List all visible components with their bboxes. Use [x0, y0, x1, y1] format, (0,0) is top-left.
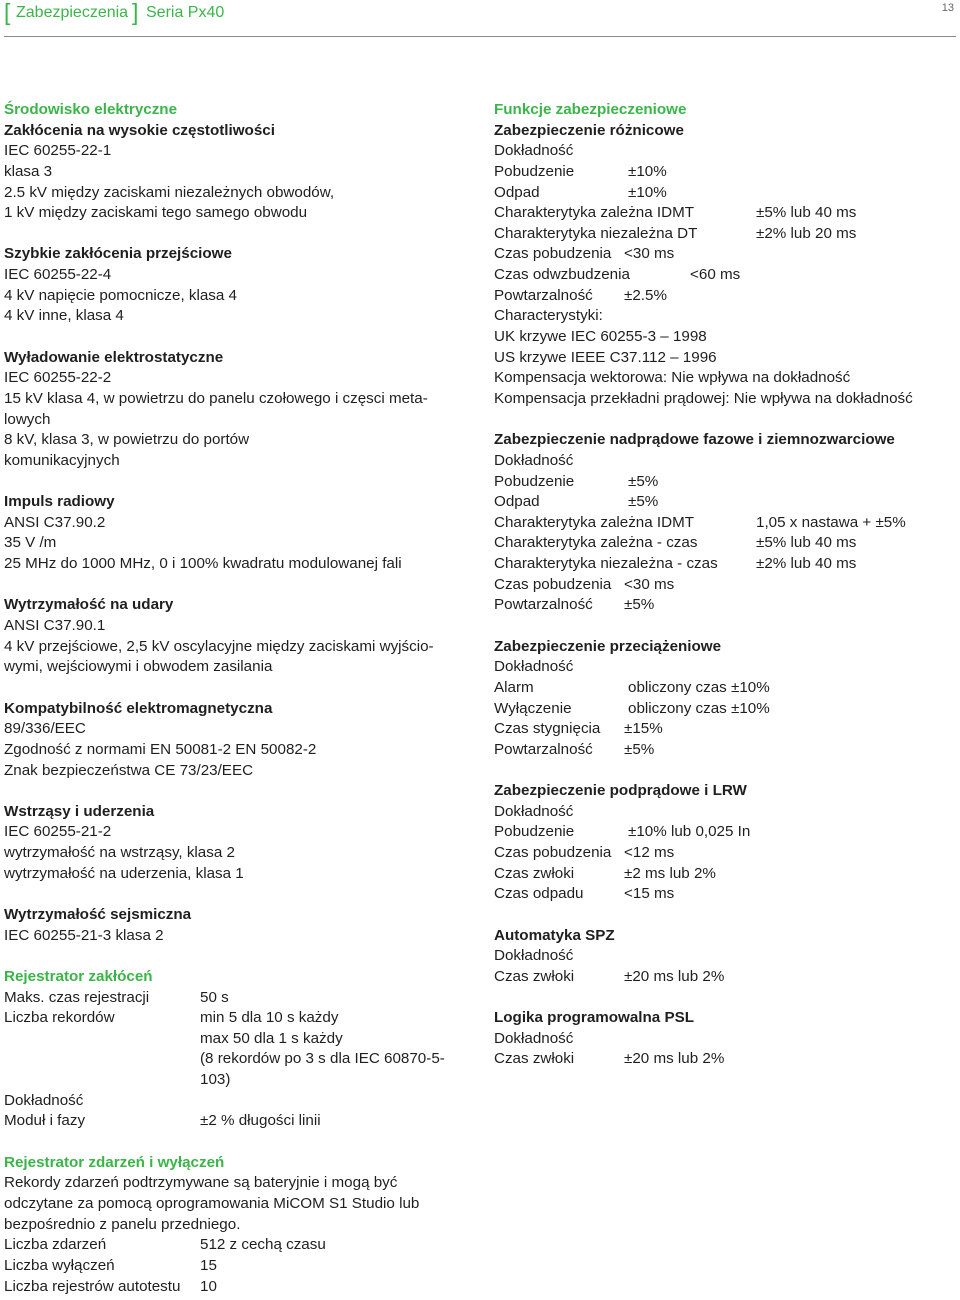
seismic-heading: Wytrzymałość sejsmiczna — [4, 905, 192, 923]
ev-row — [4, 1256, 474, 1277]
esd-heading: Wyładowanie elektrostatyczne — [4, 348, 224, 366]
diff-row — [494, 265, 956, 286]
ol-row — [494, 699, 956, 720]
spacer — [4, 575, 474, 596]
ol-repeat-value: ±5% — [624, 740, 655, 758]
surge-standard: ANSI C37.90.1 — [4, 617, 106, 635]
dr-records-value: max 50 dla 1 s każdy — [200, 1029, 343, 1047]
oc-accuracy-label: Dokładność — [494, 451, 574, 469]
diff-accuracy-label: Dokładność — [494, 142, 574, 160]
diff-idmt-label: Charakterytyka zależna IDMT — [494, 204, 695, 222]
shock-line: wytrzymałość na wstrząsy, klasa 2 — [4, 844, 235, 862]
ev-autotest-label: Liczba rejestrów autotestu — [4, 1277, 181, 1295]
dr-row — [4, 1111, 474, 1132]
ol-row — [494, 678, 956, 699]
surge-line: 4 kV przejściowe, 2,5 kV oscylacyjne między zaciskami wyjścio- — [4, 637, 434, 655]
section-title-protection-functions: Funkcje zabezpieczeniowe — [494, 101, 687, 118]
section-title-disturbance-recorder: Rejestrator zakłóceń — [4, 967, 153, 985]
diff-row — [494, 162, 956, 183]
surge-line: wymi, wejściowymi i obwodem zasilania — [4, 658, 273, 676]
ol-alarm-label: Alarm — [494, 678, 534, 696]
oc-row — [494, 492, 956, 513]
dr-module-value: ±2 % długości linii — [200, 1112, 321, 1130]
shock-line: wytrzymałość na uderzenia, klasa 1 — [4, 864, 244, 882]
ol-row — [494, 719, 956, 740]
oc-pickup-value: ±5% — [628, 472, 659, 490]
psl-delay-label: Czas zwłoki — [494, 1050, 575, 1068]
ar-row — [494, 967, 956, 988]
section-title-event-recorder: Rejestrator zdarzeń i wyłączeń — [4, 1153, 225, 1171]
diff-dropoff-value: ±10% — [628, 183, 667, 201]
oc-row — [494, 472, 956, 493]
radio-impulse-line: 35 V /m — [4, 534, 57, 552]
oc-row — [494, 533, 956, 554]
dr-records-value: (8 rekordów po 3 s dla IEC 60870-5- — [200, 1050, 445, 1068]
ev-autotest-value: 10 — [200, 1277, 217, 1295]
diff-reset-value: <60 ms — [690, 266, 741, 284]
left-column — [4, 100, 474, 1297]
diff-uk-curves: UK krzywe IEC 60255-3 – 1998 — [494, 328, 707, 346]
spacer — [494, 616, 956, 637]
hf-line: 2.5 kV między zaciskami niezależnych obwodów, — [4, 183, 335, 201]
oc-repeat-label: Powtarzalność — [494, 596, 593, 614]
oc-repeat-value: ±5% — [624, 596, 655, 614]
diff-row — [494, 183, 956, 204]
diff-reset-label: Czas odwzbudzenia — [494, 266, 630, 284]
esd-line: lowych — [4, 410, 51, 428]
ev-events-label: Liczba zdarzeń — [4, 1236, 107, 1254]
autoreclose-heading: Automatyka SPZ — [494, 926, 615, 944]
radio-impulse-heading: Impuls radiowy — [4, 493, 115, 511]
ol-cool-label: Czas stygnięcia — [494, 720, 601, 738]
spacer — [4, 472, 474, 493]
ol-row — [494, 740, 956, 761]
oc-row — [494, 554, 956, 575]
diff-heading: Zabezpieczenie różnicowe — [494, 121, 684, 139]
uc-delay-value: ±2 ms lub 2% — [624, 864, 716, 882]
ev-text-line: Rekordy zdarzeń podtrzymywane są bateryjnie i mogą być — [4, 1174, 398, 1192]
radio-impulse-standard: ANSI C37.90.2 — [4, 513, 106, 531]
oc-idmt-value: 1,05 x nastawa + ±5% — [756, 513, 906, 531]
uc-pickup-value: ±10% lub 0,025 In — [628, 823, 751, 841]
dr-accuracy-label: Dokładność — [4, 1091, 84, 1109]
radio-impulse-line: 25 MHz do 1000 MHz, 0 i 100% kwadratu modulowanej fali — [4, 555, 402, 573]
diff-row — [494, 224, 956, 245]
oc-indep-value: ±2% lub 40 ms — [756, 555, 857, 573]
psl-delay-value: ±20 ms lub 2% — [624, 1050, 725, 1068]
hf-line: 1 kV między zaciskami tego samego obwodu — [4, 204, 308, 222]
diff-us-curves: US krzywe IEEE C37.112 – 1996 — [494, 348, 717, 366]
hf-disturbance-heading: Zakłócenia na wysokie częstotliwości — [4, 121, 275, 139]
diff-row — [494, 244, 956, 265]
dr-records-value: min 5 dla 10 s każdy — [200, 1009, 339, 1027]
shock-standard: IEC 60255-21-2 — [4, 823, 112, 841]
header-close-bracket: ] — [132, 0, 139, 25]
diff-vector-comp: Kompensacja wektorowa: Nie wpływa na dokładność — [494, 369, 851, 387]
dr-row — [4, 1049, 474, 1070]
ev-row — [4, 1235, 474, 1256]
hf-class: klasa 3 — [4, 162, 53, 180]
uc-row — [494, 822, 956, 843]
oc-row — [494, 595, 956, 616]
spacer — [4, 678, 474, 699]
diff-idmt-value: ±5% lub 40 ms — [756, 204, 857, 222]
oc-pickup-time-value: <30 ms — [624, 575, 675, 593]
emc-line: Zgodność z normami EN 50081-2 EN 50082-2 — [4, 740, 317, 758]
esd-line: komunikacyjnych — [4, 451, 120, 469]
shock-heading: Wstrząsy i uderzenia — [4, 802, 155, 820]
ar-delay-value: ±20 ms lub 2% — [624, 967, 725, 985]
header-series-title: Seria Px40 — [146, 4, 225, 21]
diff-repeat-value: ±2.5% — [624, 286, 667, 304]
diff-characteristics: Characterystyki: — [494, 307, 603, 325]
uc-row — [494, 864, 956, 885]
ev-row — [4, 1277, 474, 1298]
diff-row — [494, 203, 956, 224]
surge-heading: Wytrzymałość na udary — [4, 596, 174, 614]
diff-pickup-time-value: <30 ms — [624, 245, 675, 263]
ol-trip-label: Wyłączenie — [494, 699, 572, 717]
spacer — [4, 946, 474, 967]
header-divider — [4, 36, 956, 37]
section-title-environment: Środowisko elektryczne — [4, 101, 178, 118]
diff-pickup-label: Pobudzenie — [494, 162, 575, 180]
ev-trips-value: 15 — [200, 1256, 217, 1274]
dr-records-label: Liczba rekordów — [4, 1009, 115, 1027]
uc-delay-label: Czas zwłoki — [494, 864, 575, 882]
uc-pickup-time-value: <12 ms — [624, 844, 675, 862]
ol-trip-value: obliczony czas ±10% — [628, 699, 770, 717]
spacer — [494, 410, 956, 431]
diff-row — [494, 286, 956, 307]
fast-transient-line: 4 kV napięcie pomocnicze, klasa 4 — [4, 286, 238, 304]
ev-trips-label: Liczba wyłączeń — [4, 1256, 115, 1274]
dr-row — [4, 988, 474, 1009]
emc-standard: 89/336/EEC — [4, 720, 86, 738]
ar-delay-label: Czas zwłoki — [494, 967, 575, 985]
diff-repeat-label: Powtarzalność — [494, 286, 593, 304]
dr-rec-time-value: 50 s — [200, 988, 229, 1006]
uc-dropoff-label: Czas odpadu — [494, 885, 584, 903]
psl-accuracy-label: Dokładność — [494, 1029, 574, 1047]
oc-row — [494, 575, 956, 596]
page-number: 13 — [941, 2, 954, 14]
diff-dt-label: Charakterytyka niezależna DT — [494, 224, 698, 242]
diff-dt-value: ±2% lub 20 ms — [756, 224, 857, 242]
esd-line: 8 kV, klasa 3, w powietrzu do portów — [4, 431, 250, 449]
fast-transient-heading: Szybkie zakłócenia przejściowe — [4, 245, 232, 263]
psl-row — [494, 1049, 956, 1070]
emc-heading: Kompatybilność elektromagnetyczna — [4, 699, 273, 717]
spacer — [4, 224, 474, 245]
fast-transient-line: 4 kV inne, klasa 4 — [4, 307, 124, 325]
esd-line: 15 kV klasa 4, w powietrzu do panelu czołowego i częsci meta- — [4, 389, 428, 407]
diff-ratio-comp: Kompensacja przekładni prądowej: Nie wpływa na dokładność — [494, 389, 913, 407]
dr-row — [4, 1008, 474, 1029]
ol-accuracy-label: Dokładność — [494, 658, 574, 676]
spacer — [4, 1132, 474, 1153]
ol-cool-value: ±15% — [624, 720, 663, 738]
header-section-title: Zabezpieczenia — [16, 4, 129, 21]
ol-repeat-label: Powtarzalność — [494, 740, 593, 758]
spacer — [4, 884, 474, 905]
diff-dropoff-label: Odpad — [494, 183, 540, 201]
spacer — [494, 761, 956, 782]
header-open-bracket: [ — [4, 0, 11, 25]
ev-text-line: bezpośrednio z panelu przedniego. — [4, 1215, 241, 1233]
page-header — [4, 0, 956, 26]
ev-text-line: odczytane za pomocą oprogramowania MiCOM S1 Studio lub — [4, 1194, 420, 1212]
ev-events-value: 512 z cechą czasu — [200, 1236, 326, 1254]
psl-heading: Logika programowalna PSL — [494, 1009, 695, 1027]
uc-row — [494, 884, 956, 905]
hf-standard: IEC 60255-22-1 — [4, 142, 112, 160]
fast-transient-standard: IEC 60255-22-4 — [4, 266, 112, 284]
spacer — [494, 905, 956, 926]
oc-dropoff-label: Odpad — [494, 493, 540, 511]
ol-alarm-value: obliczony czas ±10% — [628, 678, 770, 696]
spacer — [494, 988, 956, 1009]
uc-row — [494, 843, 956, 864]
diff-pickup-time-label: Czas pobudzenia — [494, 245, 612, 263]
overcurrent-heading: Zabezpieczenie nadprądowe fazowe i ziemnozwarciowe — [494, 431, 895, 449]
uc-pickup-label: Pobudzenie — [494, 823, 575, 841]
ar-accuracy-label: Dokładność — [494, 947, 574, 965]
dr-module-label: Moduł i fazy — [4, 1112, 86, 1130]
uc-pickup-time-label: Czas pobudzenia — [494, 844, 612, 862]
overload-heading: Zabezpieczenie przeciążeniowe — [494, 637, 722, 655]
undercurrent-heading: Zabezpieczenie podprądowe i LRW — [494, 782, 747, 800]
uc-accuracy-label: Dokładność — [494, 802, 574, 820]
oc-row — [494, 513, 956, 534]
oc-idmt-label: Charakterytyka zależna IDMT — [494, 513, 695, 531]
esd-standard: IEC 60255-22-2 — [4, 369, 112, 387]
oc-dropoff-value: ±5% — [628, 493, 659, 511]
right-column — [494, 100, 956, 1070]
dr-row — [4, 1029, 474, 1050]
emc-line: Znak bezpieczeństwa CE 73/23/EEC — [4, 761, 254, 779]
dr-rec-time-label: Maks. czas rejestracji — [4, 988, 150, 1006]
oc-dep-label: Charakterytyka zależna - czas — [494, 534, 698, 552]
seismic-standard: IEC 60255-21-3 klasa 2 — [4, 926, 164, 944]
spacer — [4, 327, 474, 348]
oc-indep-label: Charakterytyka niezależna - czas — [494, 555, 718, 573]
oc-pickup-time-label: Czas pobudzenia — [494, 575, 612, 593]
dr-records-value: 103) — [200, 1071, 231, 1089]
oc-pickup-label: Pobudzenie — [494, 472, 575, 490]
uc-dropoff-value: <15 ms — [624, 885, 675, 903]
dr-row — [4, 1070, 474, 1091]
spacer — [4, 781, 474, 802]
diff-pickup-value: ±10% — [628, 162, 667, 180]
oc-dep-value: ±5% lub 40 ms — [756, 534, 857, 552]
